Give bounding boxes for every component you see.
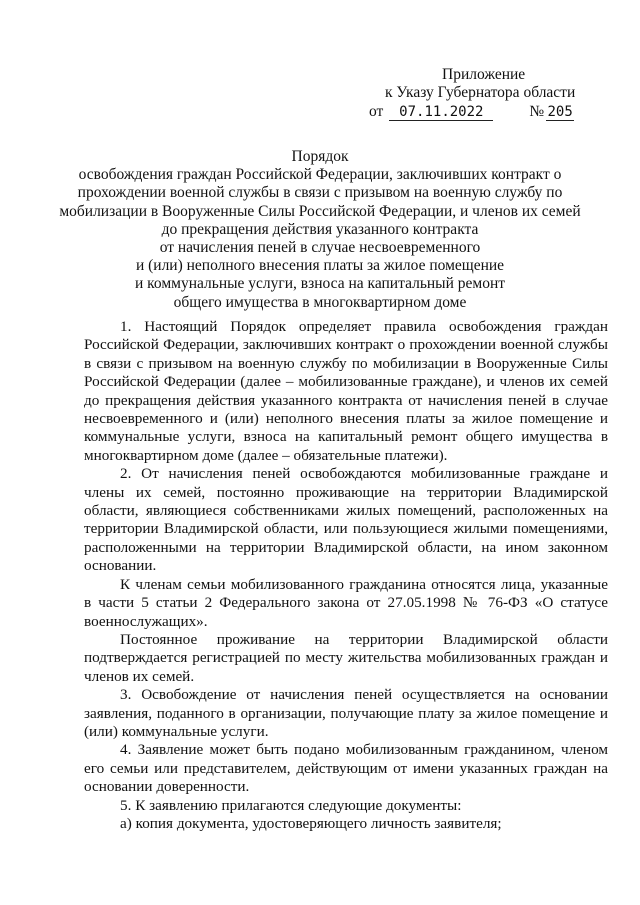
title-line: мобилизации в Вооруженные Силы Российской Федерации, и членов их семей: [59, 202, 581, 220]
title-line: и (или) неполного внесения платы за жилое помещение: [135, 257, 505, 275]
paragraph-family-members: К членам семьи мобилизованного гражданина относятся лица, указанные в части 5 статьи 2 Федерального закона от 27.05.1998 № 76-ФЗ «О статусе военнослужащих».: [84, 575, 608, 630]
title-line: освобождения граждан Российской Федерации, заключивших контракт о: [78, 166, 562, 184]
paragraph-1: 1. Настоящий Порядок определяет правила освобождения граждан Российской Федерации, заключивших контракт о прохождении военной службы в связи с призывом на военную службу по мобилизации в Вооруженные Силы Российской Федерации (далее – мобилизованные граждане), и членов их семей до прекращения действия указанного контракта от начисления пеней в случае несвоевременного и (или) неполного внесения платы за жилое помещение и коммунальные услуги, взноса на капитальный ремонт общего имущества в многоквартирном доме (далее – обязательные платежи).: [84, 318, 608, 464]
decree-date-field: 07.11.2022: [389, 104, 493, 121]
appendix-decree-ref: к Указу Губернатора области: [385, 84, 576, 101]
title-line: общего имущества в многоквартирном доме: [173, 293, 467, 311]
appendix-date-number-line: [369, 103, 574, 121]
document-title: [30, 148, 610, 312]
document-body: [84, 318, 608, 833]
paragraph-2: 2. От начисления пеней освобождаются мобилизованные граждане и члены их семей, постоянно проживающие на территории Владимирской области, являющиеся собственниками жилых помещений, расположенных на территории Владимирской области, или пользующиеся жилыми помещениями, расположенными на территории Владимирской области, на ином законном основании.: [84, 465, 608, 575]
title-line: и коммунальные услуги, взноса на капитальный ремонт: [134, 275, 506, 293]
paragraph-residence: Постоянное проживание на территории Владимирской области подтверждается регистрацией по месту жительства мобилизованных граждан и членов их семей.: [84, 630, 608, 685]
number-label: №: [529, 103, 545, 120]
paragraph-5: 5. К заявлению прилагаются следующие документы:: [120, 796, 462, 814]
from-label: от: [369, 103, 384, 120]
title-line: до прекращения действия указанного контракта: [161, 220, 479, 238]
paragraph-4: 4. Заявление может быть подано мобилизованным гражданином, членом его семьи или представителем, действующим от имени указанных граждан на основании доверенности.: [84, 741, 608, 796]
decree-number-field: 205: [547, 104, 573, 120]
appendix-heading: Приложение: [442, 66, 526, 83]
title-line: Порядок: [291, 148, 349, 165]
paragraph-5a: а) копия документа, удостоверяющего личность заявителя;: [120, 814, 502, 832]
title-line: прохождении военной службы в связи с призывом на военную службу по: [77, 184, 563, 202]
paragraph-3: 3. Освобождение от начисления пеней осуществляется на основании заявления, поданного в организации, получающие плату за жилое помещение и (или) коммунальные услуги.: [84, 686, 608, 740]
title-line: от начисления пеней в случае несвоевременного: [159, 239, 481, 257]
